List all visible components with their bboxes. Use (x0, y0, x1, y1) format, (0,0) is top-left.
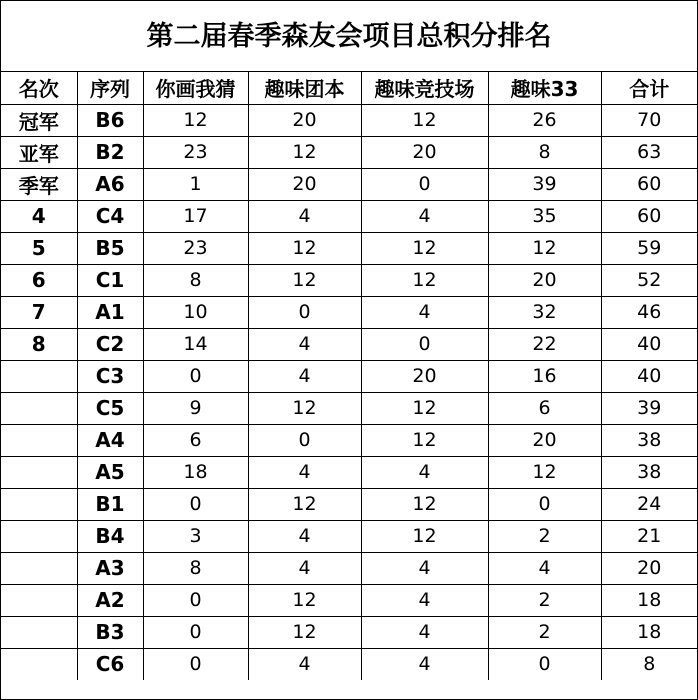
rank-cell (1, 552, 77, 584)
rank-cell (1, 456, 77, 488)
sequence-cell: B5 (77, 232, 143, 264)
arena-score-cell: 12 (361, 104, 488, 136)
column-header-fun33: 趣味33 (488, 72, 601, 104)
group-dungeon-score-cell: 4 (248, 200, 361, 232)
pictionary-score-cell: 3 (143, 520, 248, 552)
arena-score-cell: 4 (361, 456, 488, 488)
sequence-cell: C5 (77, 392, 143, 424)
rank-cell: 季军 (1, 168, 77, 200)
arena-score-cell: 20 (361, 136, 488, 168)
pictionary-score-cell: 17 (143, 200, 248, 232)
total-score-cell: 24 (601, 488, 697, 520)
pictionary-score-cell: 1 (143, 168, 248, 200)
table-row (1, 648, 697, 680)
rank-cell: 冠军 (1, 104, 77, 136)
sequence-cell: A6 (77, 168, 143, 200)
group-dungeon-score-cell: 12 (248, 392, 361, 424)
table-row (1, 552, 697, 584)
table-row (1, 520, 697, 552)
arena-score-cell: 12 (361, 232, 488, 264)
rank-cell: 6 (1, 264, 77, 296)
page-title: 第二届春季森友会项目总积分排名 (1, 1, 697, 72)
group-dungeon-score-cell: 20 (248, 104, 361, 136)
sequence-cell: A5 (77, 456, 143, 488)
arena-score-cell: 12 (361, 424, 488, 456)
group-dungeon-score-cell: 12 (248, 136, 361, 168)
rank-cell (1, 360, 77, 392)
column-header-group-dungeon: 趣味团本 (248, 72, 361, 104)
fun33-score-cell: 39 (488, 168, 601, 200)
total-score-cell: 70 (601, 104, 697, 136)
table-row (1, 360, 697, 392)
pictionary-score-cell: 0 (143, 584, 248, 616)
sequence-cell: B2 (77, 136, 143, 168)
table-row (1, 392, 697, 424)
pictionary-score-cell: 9 (143, 392, 248, 424)
table-row (1, 104, 697, 136)
table-row (1, 328, 697, 360)
total-score-cell: 60 (601, 200, 697, 232)
column-header-pictionary: 你画我猜 (143, 72, 248, 104)
sequence-cell: C6 (77, 648, 143, 680)
fun33-score-cell: 2 (488, 616, 601, 648)
group-dungeon-score-cell: 12 (248, 584, 361, 616)
group-dungeon-score-cell: 12 (248, 264, 361, 296)
column-header-rank: 名次 (1, 72, 77, 104)
arena-score-cell: 12 (361, 488, 488, 520)
fun33-score-cell: 8 (488, 136, 601, 168)
rank-cell: 4 (1, 200, 77, 232)
rank-cell (1, 424, 77, 456)
fun33-score-cell: 6 (488, 392, 601, 424)
fun33-score-cell: 26 (488, 104, 601, 136)
total-score-cell: 60 (601, 168, 697, 200)
arena-score-cell: 12 (361, 520, 488, 552)
total-score-cell: 18 (601, 584, 697, 616)
total-score-cell: 52 (601, 264, 697, 296)
fun33-score-cell: 0 (488, 648, 601, 680)
total-score-cell: 40 (601, 360, 697, 392)
fun33-score-cell: 4 (488, 552, 601, 584)
pictionary-score-cell: 8 (143, 264, 248, 296)
fun33-score-cell: 20 (488, 264, 601, 296)
header-row (1, 72, 697, 104)
rank-cell (1, 648, 77, 680)
group-dungeon-score-cell: 12 (248, 488, 361, 520)
arena-score-cell: 12 (361, 264, 488, 296)
pictionary-score-cell: 0 (143, 648, 248, 680)
arena-score-cell: 4 (361, 616, 488, 648)
group-dungeon-score-cell: 4 (248, 648, 361, 680)
group-dungeon-score-cell: 4 (248, 328, 361, 360)
fun33-score-cell: 32 (488, 296, 601, 328)
table-row (1, 200, 697, 232)
fun33-score-cell: 2 (488, 584, 601, 616)
rank-cell (1, 616, 77, 648)
rank-cell: 5 (1, 232, 77, 264)
total-score-cell: 40 (601, 328, 697, 360)
pictionary-score-cell: 10 (143, 296, 248, 328)
rank-cell (1, 584, 77, 616)
fun33-score-cell: 20 (488, 424, 601, 456)
total-score-cell: 46 (601, 296, 697, 328)
group-dungeon-score-cell: 20 (248, 168, 361, 200)
total-score-cell: 63 (601, 136, 697, 168)
sequence-cell: A1 (77, 296, 143, 328)
fun33-score-cell: 12 (488, 456, 601, 488)
sequence-cell: C3 (77, 360, 143, 392)
column-header-total: 合计 (601, 72, 697, 104)
table-row (1, 488, 697, 520)
table-row (1, 264, 697, 296)
sequence-cell: C2 (77, 328, 143, 360)
pictionary-score-cell: 6 (143, 424, 248, 456)
pictionary-score-cell: 14 (143, 328, 248, 360)
fun33-score-cell: 16 (488, 360, 601, 392)
total-score-cell: 20 (601, 552, 697, 584)
table-row (1, 584, 697, 616)
pictionary-score-cell: 0 (143, 360, 248, 392)
group-dungeon-score-cell: 4 (248, 520, 361, 552)
arena-score-cell: 4 (361, 584, 488, 616)
sequence-cell: A2 (77, 584, 143, 616)
table-row (1, 136, 697, 168)
pictionary-score-cell: 18 (143, 456, 248, 488)
fun33-score-cell: 0 (488, 488, 601, 520)
group-dungeon-score-cell: 0 (248, 296, 361, 328)
pictionary-score-cell: 0 (143, 488, 248, 520)
total-score-cell: 59 (601, 232, 697, 264)
group-dungeon-score-cell: 4 (248, 456, 361, 488)
group-dungeon-score-cell: 0 (248, 424, 361, 456)
column-header-arena: 趣味竞技场 (361, 72, 488, 104)
fun33-score-cell: 35 (488, 200, 601, 232)
sequence-cell: B3 (77, 616, 143, 648)
sequence-cell: C1 (77, 264, 143, 296)
arena-score-cell: 0 (361, 328, 488, 360)
pictionary-score-cell: 8 (143, 552, 248, 584)
sequence-cell: B1 (77, 488, 143, 520)
group-dungeon-score-cell: 4 (248, 552, 361, 584)
group-dungeon-score-cell: 4 (248, 360, 361, 392)
pictionary-score-cell: 23 (143, 232, 248, 264)
table-row (1, 616, 697, 648)
table-row (1, 456, 697, 488)
rank-cell: 8 (1, 328, 77, 360)
table-row (1, 232, 697, 264)
fun33-score-cell: 12 (488, 232, 601, 264)
fun33-score-cell: 22 (488, 328, 601, 360)
column-header-seq: 序列 (77, 72, 143, 104)
table-row (1, 168, 697, 200)
table-row (1, 296, 697, 328)
sequence-cell: B6 (77, 104, 143, 136)
pictionary-score-cell: 23 (143, 136, 248, 168)
total-score-cell: 38 (601, 424, 697, 456)
rank-cell (1, 488, 77, 520)
table-row (1, 424, 697, 456)
sequence-cell: A4 (77, 424, 143, 456)
ranking-table (1, 72, 697, 680)
rank-cell (1, 520, 77, 552)
sequence-cell: A3 (77, 552, 143, 584)
total-score-cell: 39 (601, 392, 697, 424)
total-score-cell: 21 (601, 520, 697, 552)
arena-score-cell: 12 (361, 392, 488, 424)
total-score-cell: 18 (601, 616, 697, 648)
arena-score-cell: 4 (361, 200, 488, 232)
arena-score-cell: 4 (361, 552, 488, 584)
rank-cell: 7 (1, 296, 77, 328)
arena-score-cell: 20 (361, 360, 488, 392)
fun33-score-cell: 2 (488, 520, 601, 552)
total-score-cell: 8 (601, 648, 697, 680)
total-score-cell: 38 (601, 456, 697, 488)
rank-cell (1, 392, 77, 424)
arena-score-cell: 4 (361, 296, 488, 328)
sequence-cell: B4 (77, 520, 143, 552)
pictionary-score-cell: 0 (143, 616, 248, 648)
pictionary-score-cell: 12 (143, 104, 248, 136)
group-dungeon-score-cell: 12 (248, 616, 361, 648)
sequence-cell: C4 (77, 200, 143, 232)
arena-score-cell: 4 (361, 648, 488, 680)
group-dungeon-score-cell: 12 (248, 232, 361, 264)
rank-cell: 亚军 (1, 136, 77, 168)
arena-score-cell: 0 (361, 168, 488, 200)
